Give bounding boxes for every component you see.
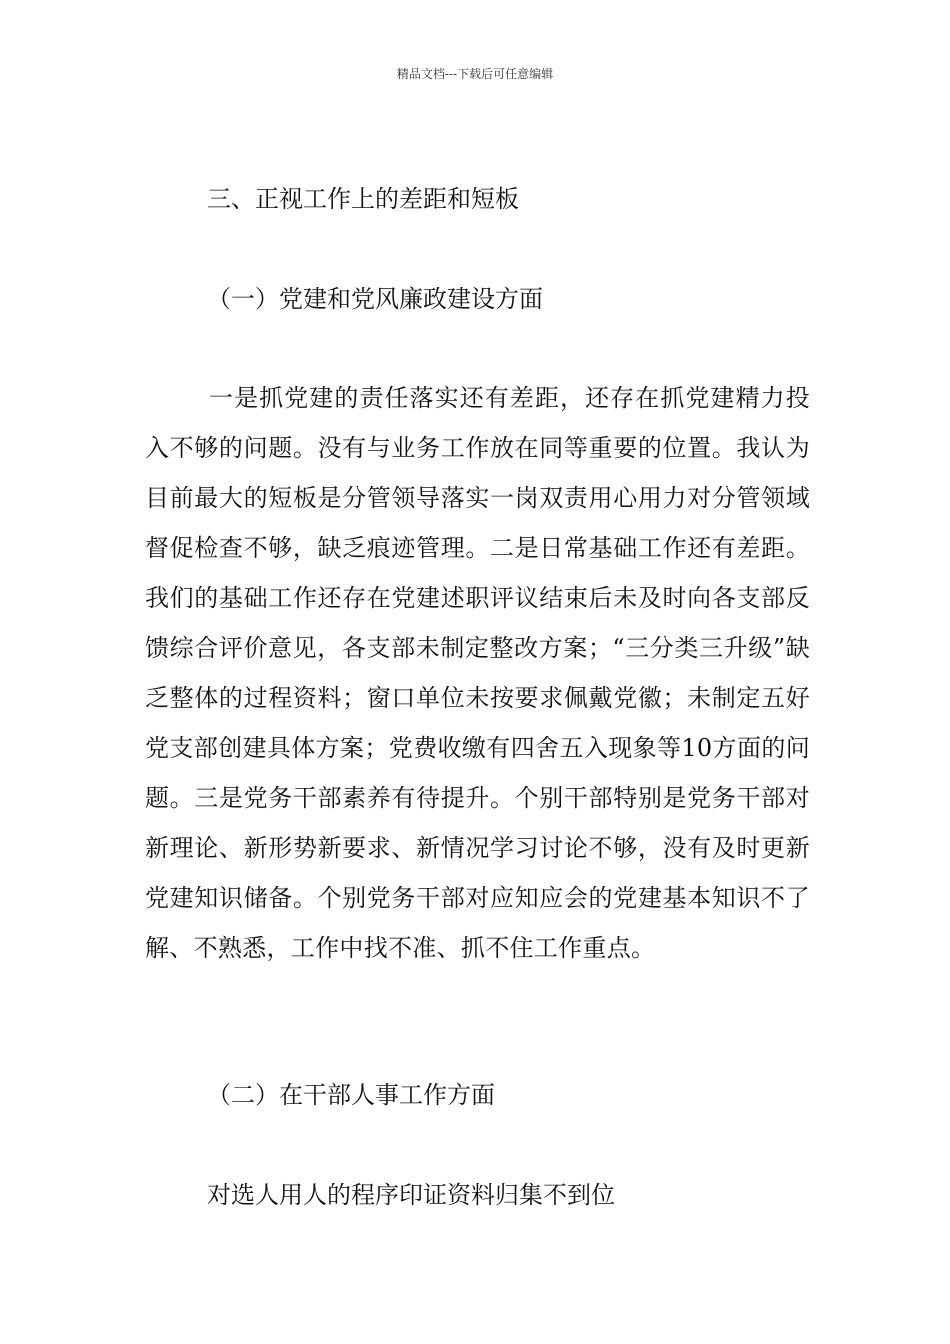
body-paragraph-party-building: 一是抓党建的责任落实还有差距，还存在抓党建精力投入不够的问题。没有与业务工作放在同等重要的位置。我认为目前最大的短板是分管领导落实一岗双责用心用力对分管领域督促检查不够，缺乏痕迹管理。二是日常基础工作还有差距。我们的基础工作还存在党建述职评议结束后未及时向各支部反馈综合评价意见，各支部未制定整改方案；“三分类三升级”缺乏整体的过程资料；窗口单位未按要求佩戴党徽；未制定五好党支部创建具体方案；党费收缴有四舍五入现象等10方面的问题。三是党务干部素养有待提升。个别干部特别是党务干部对新理论、新形势新要求、新情况学习讨论不够，没有及时更新党建知识储备。个别党务干部对应知应会的党建基本知识不了解、不熟悉，工作中找不准、抓不住工作重点。 (145, 384, 810, 962)
subsection-title-personnel: （二）在干部人事工作方面 (207, 1081, 495, 1109)
subsection-title-party-building: （一）党建和党风廉政建设方面 (207, 285, 543, 313)
body-paragraph-personnel: 对选人用人的程序印证资料归集不到位 (207, 1181, 615, 1209)
page-header: 精品文档---下载后可任意编辑 (396, 67, 554, 81)
section-title: 三、正视工作上的差距和短板 (207, 185, 519, 213)
